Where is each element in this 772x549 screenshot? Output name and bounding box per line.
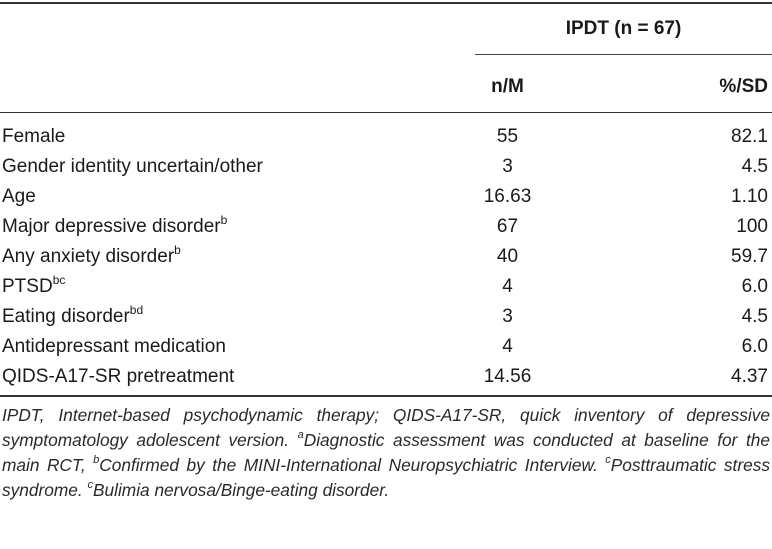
- cell-pct-sd: 82.1: [731, 126, 768, 147]
- row-label-text: Antidepressant medication: [2, 336, 226, 357]
- cell-pct-sd: 4.37: [731, 366, 768, 387]
- row-label-superscript: bc: [52, 272, 66, 287]
- footnote-text-3: Confirmed by the MINI-International Neuropsychiatric Interview.: [99, 455, 606, 475]
- column-header-pct-sd: %/SD: [719, 76, 768, 97]
- cell-pct-sd: 4.5: [741, 156, 768, 177]
- row-label-text: Gender identity uncertain/other: [2, 156, 263, 177]
- footnote-text-2: Diagnostic assessment was conducted at baseline for the main RCT,: [2, 430, 770, 475]
- footnote-sup-c1: c: [605, 454, 611, 467]
- table-row: [0, 182, 772, 212]
- cell-n-m: 55: [496, 126, 519, 147]
- footnote-text-4: Posttraumatic stress syndrome.: [2, 455, 770, 500]
- row-label-superscript: bd: [129, 302, 144, 317]
- table-row: [0, 302, 772, 332]
- row-label: [2, 122, 65, 152]
- row-label-text: QIDS-A17-SR pretreatment: [2, 366, 235, 387]
- row-label-superscript: b: [174, 242, 181, 257]
- row-label-superscript: b: [220, 212, 228, 227]
- footnote-text-5: Bulimia nervosa/Binge-eating disorder.: [92, 480, 390, 500]
- cell-n-m: 40: [496, 246, 519, 267]
- row-label: [2, 242, 181, 272]
- row-label: [2, 152, 263, 182]
- column-header-n-m: n/M: [491, 76, 524, 97]
- group-header-underline: [475, 54, 772, 55]
- cell-n-m: 14.56: [483, 366, 532, 387]
- table-footnote: [2, 403, 770, 503]
- table-row: [0, 242, 772, 272]
- row-label-text: Any anxiety disorder: [2, 246, 175, 267]
- cell-pct-sd: 4.5: [741, 306, 768, 327]
- table-row: [0, 332, 772, 362]
- table-body: [0, 122, 772, 392]
- cell-pct-sd: 6.0: [741, 336, 768, 357]
- cell-n-m: 67: [496, 216, 519, 237]
- row-label-text: Age: [2, 186, 36, 207]
- row-label: [2, 182, 36, 212]
- table-row: [0, 212, 772, 242]
- top-rule: [0, 2, 772, 4]
- footnote-sup-c2: c: [87, 479, 93, 492]
- cell-n-m: 16.63: [483, 186, 532, 207]
- row-label: [2, 362, 234, 392]
- table-row: [0, 122, 772, 152]
- row-label-text: Female: [2, 126, 66, 147]
- row-label-text: Major depressive disorder: [2, 216, 221, 237]
- group-header: IPDT (n = 67): [565, 18, 682, 39]
- header-rule: [0, 112, 772, 113]
- row-label-text: Eating disorder: [2, 306, 130, 327]
- row-label: [2, 272, 65, 302]
- cell-n-m: 4: [502, 336, 513, 357]
- cell-pct-sd: 100: [736, 216, 768, 237]
- cell-n-m: 3: [502, 306, 513, 327]
- bottom-rule: [0, 395, 772, 397]
- table-row: [0, 362, 772, 392]
- cell-pct-sd: 1.10: [731, 186, 768, 207]
- cell-pct-sd: 59.7: [731, 246, 768, 267]
- footnote-text-1: IPDT, Internet-based psychodynamic therapy; QIDS-A17-SR, quick inventory of depressive symptomatology adolescent version.: [2, 405, 770, 450]
- row-label: [2, 212, 227, 242]
- footnote-sup-b: b: [93, 454, 100, 467]
- cell-n-m: 3: [502, 156, 513, 177]
- row-label: [2, 302, 143, 332]
- table-row: [0, 272, 772, 302]
- footnote-sup-a: a: [297, 429, 304, 442]
- cell-pct-sd: 6.0: [741, 276, 768, 297]
- table-row: [0, 152, 772, 182]
- cell-n-m: 4: [502, 276, 513, 297]
- row-label-text: PTSD: [2, 276, 53, 297]
- row-label: [2, 332, 226, 362]
